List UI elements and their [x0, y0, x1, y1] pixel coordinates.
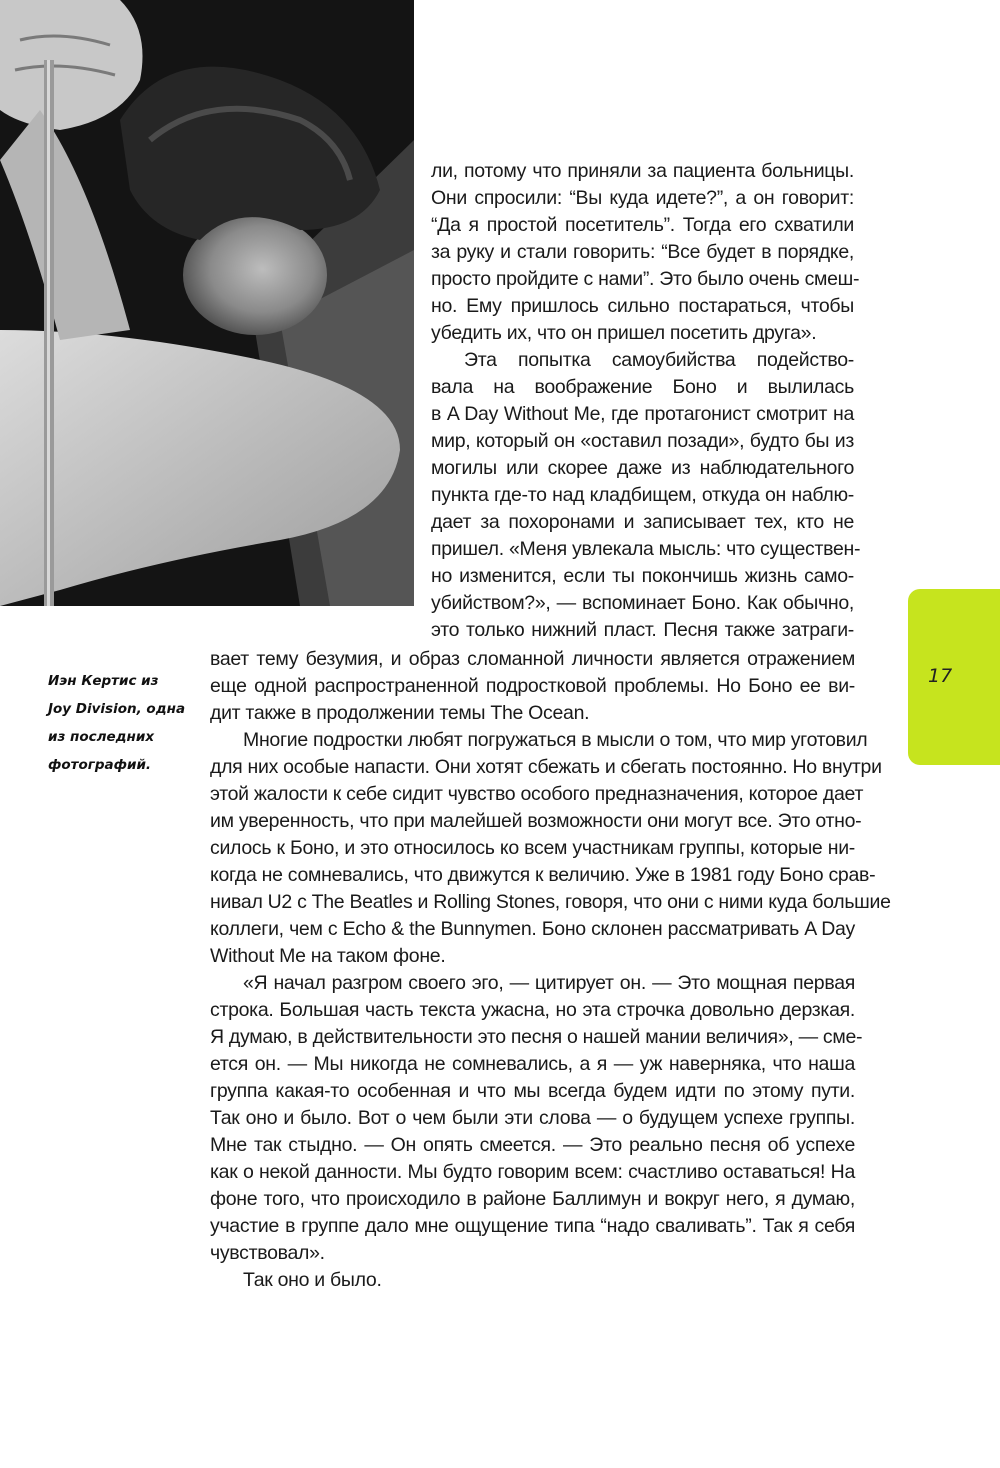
- text-line: дает за похоронами и записывает тех, кто не: [431, 511, 854, 533]
- caption-line: Joy Division, одна: [48, 701, 186, 717]
- text-line: этой жалости к себе сидит чувство особого предназначения, которое дает: [210, 783, 864, 805]
- text-line: убедить их, что он пришел посетить друга».: [431, 322, 817, 344]
- text-line: Так оно и было. Вот о чем были эти слова — о будущем успехе группы.: [210, 1107, 855, 1129]
- text-line: участие в группе дало мне ощущение типа “надо сваливать”. Так я себя: [210, 1215, 855, 1237]
- page-number: 17: [928, 665, 953, 687]
- text-line: еще одной распространенной подростковой проблемы. Но Боно ее ви-: [210, 675, 855, 697]
- text-line: коллеги, чем с Echo & the Bunnymen. Боно склонен рассматривать A Day: [210, 918, 855, 940]
- text-line: в A Day Without Me, где протагонист смотрит на: [431, 403, 854, 425]
- text-line: ли, потому что приняли за пациента больницы.: [431, 160, 854, 182]
- text-line: но. Ему пришлось сильно постараться, чтобы: [431, 295, 854, 317]
- text-line: «Я начал разгром своего эго, — цитирует он. — Это мощная первая: [243, 972, 855, 994]
- text-line: просто пройдите с нами”. Это было очень смеш-: [431, 268, 860, 290]
- text-line: строка. Большая часть текста ужасна, но эта строчка довольно дерзкая.: [210, 999, 855, 1021]
- text-line: ется он. — Мы никогда не сомневались, а я — уж наверняка, что наша: [210, 1053, 855, 1075]
- text-line: за руку и стали говорить: “Все будет в порядке,: [431, 241, 854, 263]
- text-line: убийством?», — вспоминает Боно. Как обычно,: [431, 592, 854, 614]
- text-line: Without Me на таком фоне.: [210, 945, 446, 967]
- text-line: вала на воображение Боно и вылилась: [431, 376, 854, 398]
- text-line: им уверенность, что при малейшей возможности они могут все. Это отно-: [210, 810, 862, 832]
- text-line: дит также в продолжении темы The Ocean.: [210, 702, 590, 724]
- text-line: это только нижний пласт. Песня также затраги-: [431, 619, 854, 641]
- text-line: Они спросили: “Вы куда идете?”, а он говорит:: [431, 187, 854, 209]
- text-line: Я думаю, в действительности это песня о нашей мании величия», — сме-: [210, 1026, 863, 1048]
- text-line: вает тему безумия, и образ сломанной личности является отражением: [210, 648, 855, 670]
- caption-line: из последних: [48, 729, 155, 745]
- text-line: пришел. «Меня увлекала мысль: что существен-: [431, 538, 861, 560]
- photo-caption: [48, 667, 198, 779]
- text-line: чувствовал».: [210, 1242, 325, 1264]
- text-line: мир, который он «оставил позади», будто бы из: [431, 430, 854, 452]
- text-line: Эта попытка самоубийства подейство-: [464, 349, 854, 371]
- photo-ian-curtis: [0, 0, 414, 606]
- text-line: пункта где-то над кладбищем, откуда он наблю-: [431, 484, 854, 506]
- text-line: Многие подростки любят погружаться в мысли о том, что мир уготовил: [243, 729, 868, 751]
- text-line: для них особые напасти. Они хотят сбежать и сбегать постоянно. Но внутри: [210, 756, 882, 778]
- text-line: “Да я простой посетитель”. Тогда его схватили: [431, 214, 854, 236]
- text-line: могилы или скорее даже из наблюдательного: [431, 457, 854, 479]
- text-line: Так оно и было.: [243, 1269, 382, 1291]
- caption-line: фотографий.: [48, 757, 152, 773]
- body-text-top: [431, 158, 861, 644]
- text-line: группа какая-то особенная и что мы всегда будем идти по этому пути.: [210, 1080, 855, 1102]
- body-text-bottom: [210, 646, 891, 1294]
- text-line: силось к Боно, и это относилось ко всем участникам группы, которые ни-: [210, 837, 855, 859]
- text-line: Мне так стыдно. — Он опять смеется. — Это реально песня об успехе: [210, 1134, 855, 1156]
- text-line: нивал U2 с The Beatles и Rolling Stones, говоря, что они с ними куда большие: [210, 891, 891, 913]
- photo-image: [0, 0, 414, 606]
- text-line: фоне того, что происходило в районе Баллимун и вокруг него, я думаю,: [210, 1188, 855, 1210]
- caption-line: Иэн Кертис из: [48, 673, 159, 689]
- text-line: но изменится, если ты покончишь жизнь само-: [431, 565, 854, 587]
- text-line: когда не сомневались, что движутся к величию. Уже в 1981 году Боно срав-: [210, 864, 876, 886]
- text-line: как о некой данности. Мы будто говорим всем: счастливо оставаться! На: [210, 1161, 855, 1183]
